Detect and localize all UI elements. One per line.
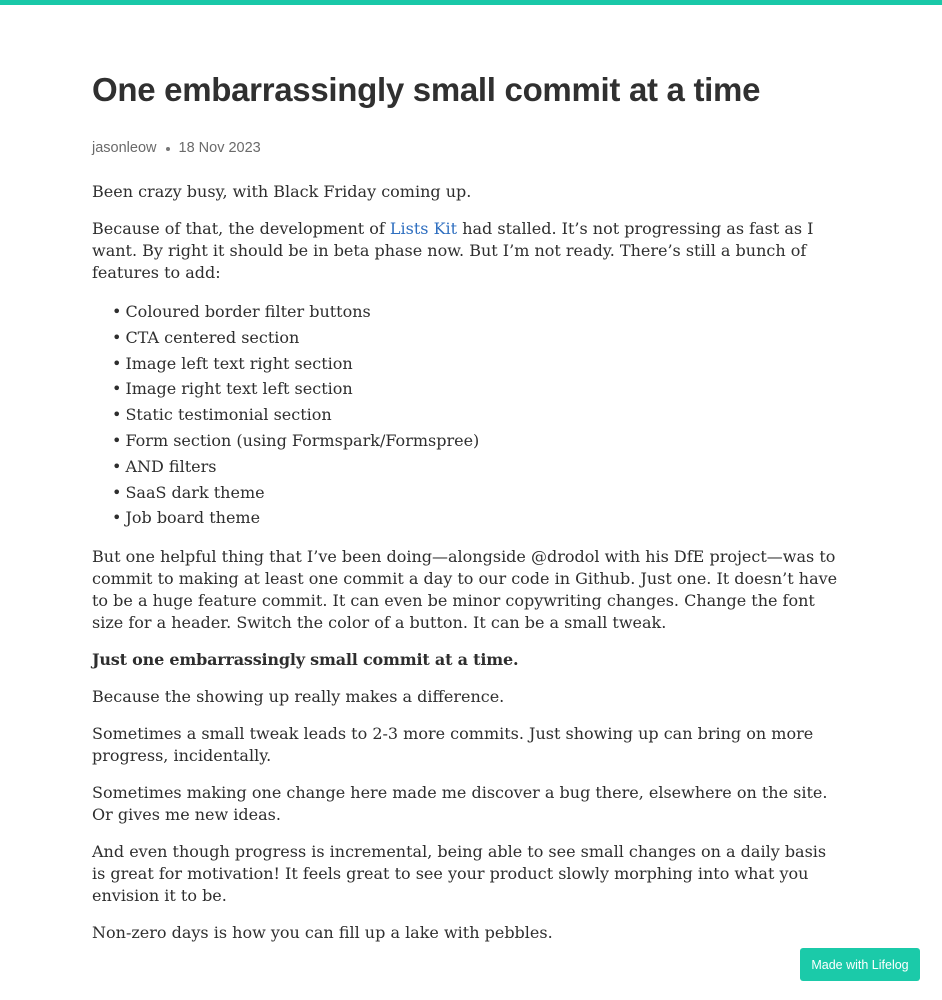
list-item: • AND filters	[112, 454, 844, 480]
list-item: • Form section (using Formspark/Formspree)	[112, 428, 844, 454]
list-item: • Image right text left section	[112, 376, 844, 402]
bold-paragraph: Just one embarrassingly small commit at a time.	[92, 650, 519, 670]
lists-kit-link[interactable]: Lists Kit	[389, 219, 458, 238]
paragraph: But one helpful thing that I’ve been doing—alongside @drodol with his DfE project—was to commit to making at least one commit a day to our code in Github. Just one. It doesn’t have to be a huge feature commit. It can even be minor copywriting changes. Change the font size for a header. Switch the color of a button. It can be a small tweak.	[92, 547, 838, 633]
paragraph: And even though progress is incremental, being able to see small changes on a daily basis is great for motivation! It feels great to see your product slowly morphing into what you envision it to be.	[92, 842, 827, 906]
separator-dot	[166, 147, 170, 151]
list-item: • Image left text right section	[112, 351, 844, 377]
post-date: 18 Nov 2023	[178, 140, 261, 156]
post-meta	[92, 138, 844, 158]
blog-post	[92, 66, 844, 959]
paragraph-text: Because of that, the development of	[92, 219, 390, 238]
feature-list	[92, 299, 844, 531]
list-item: • Static testimonial section	[112, 402, 844, 428]
list-item: • CTA centered section	[112, 325, 844, 351]
author-link[interactable]: jasonleow	[92, 140, 157, 156]
list-item: • Job board theme	[112, 505, 844, 531]
top-accent-bar	[0, 0, 942, 5]
list-item: • Coloured border filter buttons	[112, 299, 844, 325]
paragraph	[92, 218, 844, 284]
paragraph: Sometimes making one change here made me discover a bug there, elsewhere on the site. Or gives me new ideas.	[92, 783, 828, 825]
post-content	[92, 181, 844, 944]
paragraph: Non-zero days is how you can fill up a lake with pebbles.	[92, 923, 553, 943]
list-item: • SaaS dark theme	[112, 480, 844, 506]
post-title: One embarrassingly small commit at a time	[92, 71, 761, 108]
made-with-lifelog-button[interactable]: Made with Lifelog	[800, 948, 920, 981]
paragraph: Because the showing up really makes a difference.	[92, 687, 505, 707]
paragraph-text: had stalled. It’s not progressing as fast as I want. By right it should be in beta phase now. But I’m not ready. There’s still a bunch of features to add:	[92, 219, 814, 282]
paragraph: Sometimes a small tweak leads to 2-3 more commits. Just showing up can bring on more progress, incidentally.	[92, 724, 814, 766]
paragraph: Been crazy busy, with Black Friday coming up.	[92, 182, 472, 201]
